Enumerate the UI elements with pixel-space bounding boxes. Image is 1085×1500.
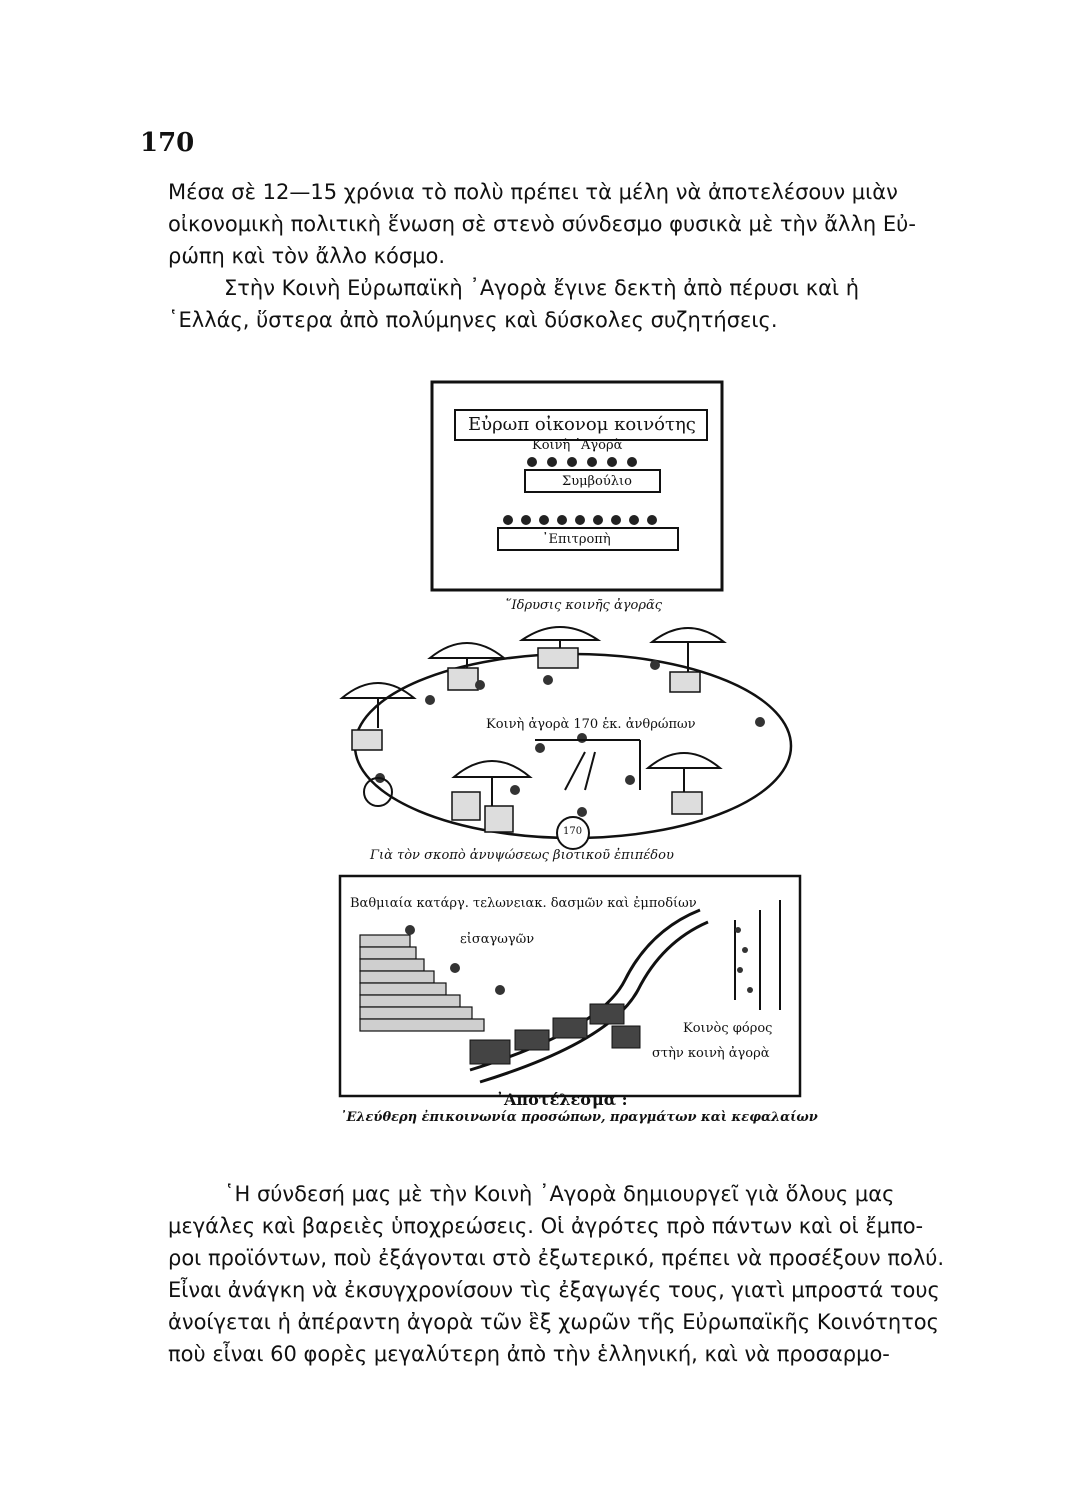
commission-figures [503,515,657,525]
top-paragraph [168,176,948,272]
text-line: Εἶναι ἀνάγκη νὰ ἐκσυγχρονίσουν τὶς ἐξαγωγές τους, γιατὶ μπροστά τους [168,1278,940,1302]
panel3-line1: Βαθμιαία κατάργ. τελωνειακ. δασμῶν καὶ ἐμποδίων [350,896,697,911]
text-line: ῾Ελλάς, ὕστερα ἀπὸ πολύμηνες καὶ δύσκολες συζητήσεις. [168,308,778,332]
text-line: Στὴν Κοινὴ Εὐρωπαϊκὴ ᾿Αγορὰ ἔγινε δεκτὴ ἀπὸ πέρυσι καὶ ἡ [224,276,860,300]
market-ellipse [355,654,791,838]
council-figures [527,457,637,467]
text-line: ρώπη καὶ τὸν ἄλλο κόσμο. [168,244,446,268]
caption-founding: ῞Ιδρυσις κοινῆς ἀγορᾶς [505,598,663,613]
text-line: ῾Η σύνδεσή μας μὲ τὴν Κοινὴ ᾿Αγορὰ δημιουργεῖ γιὰ ὅλους μας [224,1182,895,1206]
market-people [375,660,765,817]
panel3-tax2: στὴν κοινὴ ἀγορὰ [652,1046,770,1061]
caption-purpose: Γιὰ τὸν σκοπὸ ἀνυψώσεως βιοτικοῦ ἐπιπέδου [370,848,674,863]
market-scaffold [535,740,640,790]
text-line: Μέσα σὲ 12—15 χρόνια τὸ πολὺ πρέπει τὰ μέλη νὰ ἀποτελέσουν μιὰν [168,180,898,204]
crowd-figures [735,927,753,993]
commission-label: ᾿Επιτροπὴ [542,532,611,547]
panel3-line2: εἰσαγωγῶν [460,932,535,947]
market-label: Κοινὴ ἀγορὰ 170 ἑκ. ἀνθρώπων [486,717,696,732]
result-title: ᾿Αποτέλεσμα : [496,1090,628,1109]
council-label: Συμβούλιο [562,474,632,489]
panel1-subtitle: Κοινὴ ᾿Αγορὰ [532,438,623,453]
text-line: ποὺ εἶναι 60 φορὲς μεγαλύτερη ἀπὸ τὴν ἑλληνική, καὶ νὰ προσαρμο- [168,1342,890,1366]
text-line: ἀνοίγεται ἡ ἀπέραντη ἀγορὰ τῶν ἓξ χωρῶν τῆς Εὐρωπαϊκῆς Κοινότητος [168,1310,939,1334]
page-number: 170 [140,128,195,158]
text-line: οἰκονομικὴ πολιτικὴ ἕνωση σὲ στενὸ σύνδεσμο φυσικὰ μὲ τὴν ἄλλη Εὐ- [168,212,916,236]
coin-label: 170 [563,826,583,837]
brick-wall [360,935,484,1031]
second-paragraph [168,272,948,336]
panel3-tax1: Κοινὸς φόρος [683,1021,773,1036]
fence-posts [735,900,780,1010]
result-text: ᾿Ελεύθερη ἐπικοινωνία προσώπων, πραγμάτων καὶ κεφαλαίων [340,1110,818,1125]
panel1-title: Εὐρωπ οἰκονομ κοινότης [468,414,696,435]
bottom-paragraph [168,1178,948,1370]
text-line: μεγάλες καὶ βαρειὲς ὑποχρεώσεις. Οἱ ἀγρότες πρὸ πάντων καὶ οἱ ἔμπο- [168,1214,924,1238]
text-line: ροι προϊόντων, ποὺ ἐξάγονται στὸ ἐξωτερικό, πρέπει νὰ προσέξουν πολύ. [168,1246,945,1270]
